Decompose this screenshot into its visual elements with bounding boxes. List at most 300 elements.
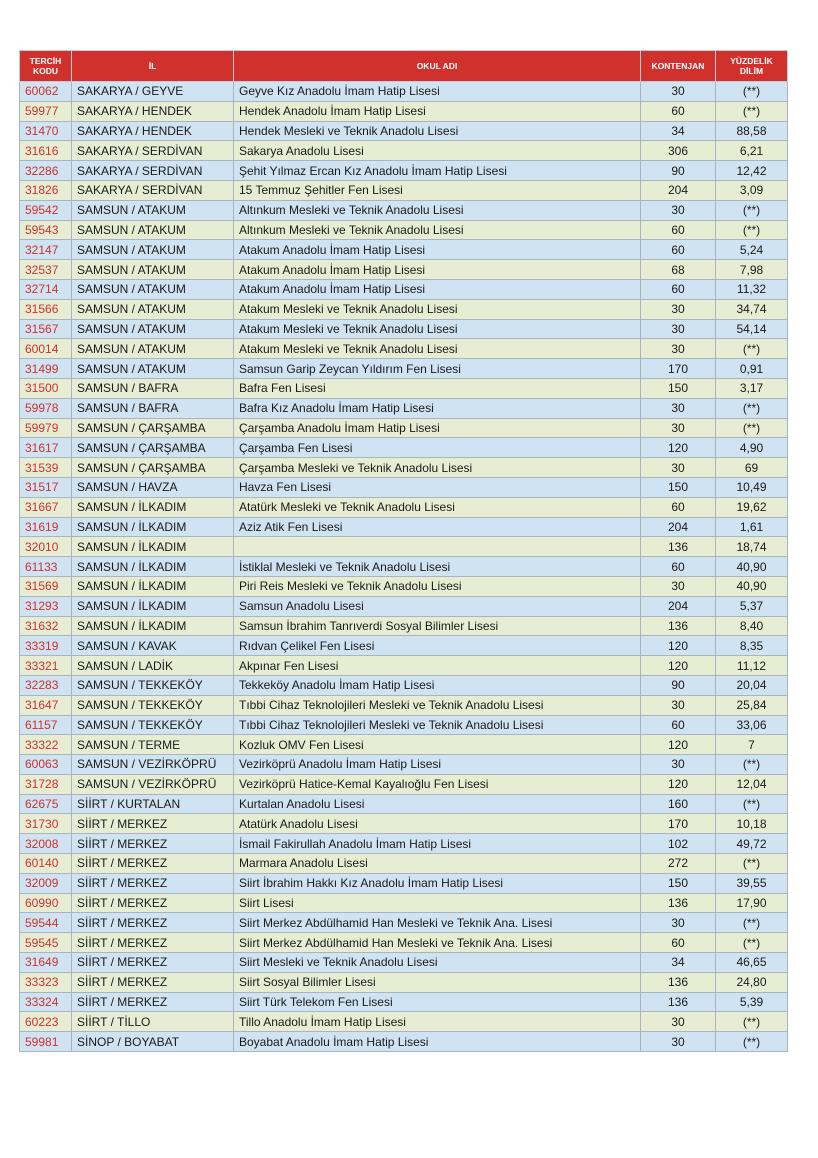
okul-adi-cell: Boyabat Anadolu İmam Hatip Lisesi [234, 1032, 641, 1052]
il-cell: SAMSUN / İLKADIM [72, 497, 234, 517]
yuzdelik-cell: (**) [716, 913, 788, 933]
kontenjan-cell: 272 [641, 854, 716, 874]
table-row [20, 438, 788, 458]
yuzdelik-cell: 46,65 [716, 953, 788, 973]
kontenjan-cell: 120 [641, 774, 716, 794]
tercih-kodu-cell: 32010 [20, 537, 72, 557]
okul-adi-cell: Akpınar Fen Lisesi [234, 656, 641, 676]
table-row [20, 675, 788, 695]
kontenjan-cell: 34 [641, 121, 716, 141]
il-cell: SAMSUN / ATAKUM [72, 339, 234, 359]
table-row [20, 1032, 788, 1052]
kontenjan-cell: 60 [641, 101, 716, 121]
okul-adi-cell: Kozluk OMV Fen Lisesi [234, 735, 641, 755]
il-cell: SAMSUN / TEKKEKÖY [72, 715, 234, 735]
okul-adi-cell: Tıbbi Cihaz Teknolojileri Mesleki ve Teknik Anadolu Lisesi [234, 715, 641, 735]
okul-adi-cell: Hendek Mesleki ve Teknik Anadolu Lisesi [234, 121, 641, 141]
yuzdelik-cell: 6,21 [716, 141, 788, 161]
kontenjan-cell: 120 [641, 438, 716, 458]
il-cell: SAMSUN / İLKADIM [72, 537, 234, 557]
kontenjan-cell: 150 [641, 477, 716, 497]
yuzdelik-cell: (**) [716, 220, 788, 240]
tercih-kodu-cell: 60223 [20, 1012, 72, 1032]
yuzdelik-cell: 5,39 [716, 992, 788, 1012]
il-cell: SAMSUN / TEKKEKÖY [72, 675, 234, 695]
il-cell: SAMSUN / BAFRA [72, 378, 234, 398]
yuzdelik-cell: (**) [716, 755, 788, 775]
okul-adi-cell: Tıbbi Cihaz Teknolojileri Mesleki ve Teknik Anadolu Lisesi [234, 695, 641, 715]
kontenjan-cell: 30 [641, 82, 716, 102]
kontenjan-cell: 160 [641, 794, 716, 814]
il-cell: SİİRT / MERKEZ [72, 972, 234, 992]
okul-adi-cell: Siirt İbrahim Hakkı Kız Anadolu İmam Hatip Lisesi [234, 873, 641, 893]
il-cell: SAMSUN / HAVZA [72, 477, 234, 497]
table-row [20, 339, 788, 359]
header-kontenjan: KONTENJAN [641, 51, 716, 82]
kontenjan-cell: 136 [641, 972, 716, 992]
table-row [20, 121, 788, 141]
okul-adi-cell: Atakum Anadolu İmam Hatip Lisesi [234, 279, 641, 299]
yuzdelik-cell: (**) [716, 933, 788, 953]
tercih-kodu-cell: 31567 [20, 319, 72, 339]
yuzdelik-cell: 19,62 [716, 497, 788, 517]
tercih-kodu-cell: 60014 [20, 339, 72, 359]
tercih-kodu-cell: 31667 [20, 497, 72, 517]
tercih-kodu-cell: 31566 [20, 299, 72, 319]
yuzdelik-cell: 8,40 [716, 616, 788, 636]
table-header-row [20, 51, 788, 82]
yuzdelik-cell: 3,17 [716, 378, 788, 398]
table-row [20, 82, 788, 102]
tercih-kodu-cell: 31500 [20, 378, 72, 398]
table-row [20, 359, 788, 379]
table-row [20, 557, 788, 577]
table-row [20, 695, 788, 715]
okul-adi-cell: Atakum Mesleki ve Teknik Anadolu Lisesi [234, 319, 641, 339]
kontenjan-cell: 30 [641, 913, 716, 933]
il-cell: SAMSUN / ATAKUM [72, 240, 234, 260]
table-row [20, 794, 788, 814]
il-cell: SAMSUN / KAVAK [72, 636, 234, 656]
il-cell: SAMSUN / ATAKUM [72, 200, 234, 220]
okul-adi-cell: Samsun Garip Zeycan Yıldırım Fen Lisesi [234, 359, 641, 379]
yuzdelik-cell: 11,12 [716, 656, 788, 676]
okul-adi-cell: 15 Temmuz Şehitler Fen Lisesi [234, 180, 641, 200]
table-row [20, 834, 788, 854]
table-row [20, 240, 788, 260]
table-row [20, 636, 788, 656]
kontenjan-cell: 136 [641, 537, 716, 557]
table-row [20, 596, 788, 616]
table-row [20, 735, 788, 755]
kontenjan-cell: 90 [641, 675, 716, 695]
kontenjan-cell: 120 [641, 656, 716, 676]
il-cell: SAMSUN / İLKADIM [72, 616, 234, 636]
header-tercih-kodu-line2: KODU [32, 66, 59, 76]
okul-adi-cell: Vezirköprü Hatice-Kemal Kayalıoğlu Fen Lisesi [234, 774, 641, 794]
okul-adi-cell: Marmara Anadolu Lisesi [234, 854, 641, 874]
table-row [20, 101, 788, 121]
kontenjan-cell: 30 [641, 458, 716, 478]
tercih-kodu-cell: 31517 [20, 477, 72, 497]
okul-adi-cell: Atatürk Anadolu Lisesi [234, 814, 641, 834]
il-cell: SAMSUN / ÇARŞAMBA [72, 418, 234, 438]
yuzdelik-cell: (**) [716, 1032, 788, 1052]
table-row [20, 854, 788, 874]
kontenjan-cell: 68 [641, 260, 716, 280]
il-cell: SİİRT / TİLLO [72, 1012, 234, 1032]
kontenjan-cell: 60 [641, 220, 716, 240]
kontenjan-cell: 120 [641, 735, 716, 755]
yuzdelik-cell: 25,84 [716, 695, 788, 715]
tercih-kodu-cell: 31826 [20, 180, 72, 200]
il-cell: SAMSUN / ATAKUM [72, 260, 234, 280]
table-row [20, 933, 788, 953]
tercih-kodu-cell: 59542 [20, 200, 72, 220]
il-cell: SAKARYA / GEYVE [72, 82, 234, 102]
kontenjan-cell: 136 [641, 893, 716, 913]
table-row [20, 517, 788, 537]
yuzdelik-cell: (**) [716, 854, 788, 874]
kontenjan-cell: 30 [641, 339, 716, 359]
okul-adi-cell: Siirt Türk Telekom Fen Lisesi [234, 992, 641, 1012]
tercih-kodu-cell: 32283 [20, 675, 72, 695]
okul-adi-cell: Aziz Atik Fen Lisesi [234, 517, 641, 537]
il-cell: SİİRT / MERKEZ [72, 854, 234, 874]
table-row [20, 774, 788, 794]
kontenjan-cell: 34 [641, 953, 716, 973]
yuzdelik-cell: 5,37 [716, 596, 788, 616]
table-row [20, 656, 788, 676]
okul-adi-cell: Atakum Anadolu İmam Hatip Lisesi [234, 240, 641, 260]
kontenjan-cell: 136 [641, 992, 716, 1012]
kontenjan-cell: 30 [641, 200, 716, 220]
il-cell: SAKARYA / SERDİVAN [72, 141, 234, 161]
yuzdelik-cell: 34,74 [716, 299, 788, 319]
kontenjan-cell: 150 [641, 378, 716, 398]
school-quota-table [19, 50, 788, 1052]
header-il: İL [72, 51, 234, 82]
tercih-kodu-cell: 59977 [20, 101, 72, 121]
yuzdelik-cell: (**) [716, 200, 788, 220]
tercih-kodu-cell: 31632 [20, 616, 72, 636]
tercih-kodu-cell: 32286 [20, 161, 72, 181]
kontenjan-cell: 60 [641, 240, 716, 260]
okul-adi-cell: Tekkeköy Anadolu İmam Hatip Lisesi [234, 675, 641, 695]
table-row [20, 972, 788, 992]
okul-adi-cell: Çarşamba Fen Lisesi [234, 438, 641, 458]
il-cell: SİİRT / MERKEZ [72, 953, 234, 973]
header-yuzdelik-line1: YÜZDELİK [730, 56, 773, 66]
il-cell: SAKARYA / HENDEK [72, 121, 234, 141]
kontenjan-cell: 30 [641, 695, 716, 715]
kontenjan-cell: 170 [641, 814, 716, 834]
table-row [20, 1012, 788, 1032]
il-cell: SİİRT / KURTALAN [72, 794, 234, 814]
okul-adi-cell: Hendek Anadolu İmam Hatip Lisesi [234, 101, 641, 121]
table-row [20, 161, 788, 181]
yuzdelik-cell: (**) [716, 418, 788, 438]
tercih-kodu-cell: 60063 [20, 755, 72, 775]
tercih-kodu-cell: 33319 [20, 636, 72, 656]
il-cell: SAMSUN / LADİK [72, 656, 234, 676]
tercih-kodu-cell: 32537 [20, 260, 72, 280]
tercih-kodu-cell: 33321 [20, 656, 72, 676]
tercih-kodu-cell: 59979 [20, 418, 72, 438]
il-cell: SAKARYA / SERDİVAN [72, 180, 234, 200]
yuzdelik-cell: 7,98 [716, 260, 788, 280]
il-cell: SAMSUN / ATAKUM [72, 220, 234, 240]
table-row [20, 755, 788, 775]
okul-adi-cell: Tillo Anadolu İmam Hatip Lisesi [234, 1012, 641, 1032]
header-yuzdelik-line2: DİLİM [739, 66, 764, 76]
yuzdelik-cell: 40,90 [716, 557, 788, 577]
okul-adi-cell [234, 537, 641, 557]
il-cell: SİİRT / MERKEZ [72, 933, 234, 953]
table-row [20, 418, 788, 438]
tercih-kodu-cell: 60990 [20, 893, 72, 913]
il-cell: SAMSUN / TERME [72, 735, 234, 755]
il-cell: SİİRT / MERKEZ [72, 873, 234, 893]
il-cell: SAMSUN / İLKADIM [72, 557, 234, 577]
table-row [20, 279, 788, 299]
okul-adi-cell: Kurtalan Anadolu Lisesi [234, 794, 641, 814]
il-cell: SAMSUN / İLKADIM [72, 576, 234, 596]
il-cell: SAKARYA / HENDEK [72, 101, 234, 121]
header-tercih-kodu-line1: TERCİH [29, 56, 62, 66]
tercih-kodu-cell: 31619 [20, 517, 72, 537]
okul-adi-cell: Altınkum Mesleki ve Teknik Anadolu Lisesi [234, 200, 641, 220]
tercih-kodu-cell: 59978 [20, 398, 72, 418]
kontenjan-cell: 30 [641, 1012, 716, 1032]
okul-adi-cell: Çarşamba Mesleki ve Teknik Anadolu Lisesi [234, 458, 641, 478]
il-cell: SİİRT / MERKEZ [72, 992, 234, 1012]
tercih-kodu-cell: 32008 [20, 834, 72, 854]
il-cell: SAMSUN / BAFRA [72, 398, 234, 418]
tercih-kodu-cell: 32009 [20, 873, 72, 893]
okul-adi-cell: Atakum Mesleki ve Teknik Anadolu Lisesi [234, 339, 641, 359]
tercih-kodu-cell: 61157 [20, 715, 72, 735]
table-row [20, 477, 788, 497]
il-cell: SAKARYA / SERDİVAN [72, 161, 234, 181]
table-row [20, 220, 788, 240]
kontenjan-cell: 30 [641, 299, 716, 319]
table-row [20, 913, 788, 933]
il-cell: SAMSUN / İLKADIM [72, 596, 234, 616]
kontenjan-cell: 102 [641, 834, 716, 854]
kontenjan-cell: 60 [641, 557, 716, 577]
table-row [20, 814, 788, 834]
il-cell: SİİRT / MERKEZ [72, 834, 234, 854]
kontenjan-cell: 30 [641, 319, 716, 339]
table-row [20, 299, 788, 319]
kontenjan-cell: 136 [641, 616, 716, 636]
table-row [20, 398, 788, 418]
yuzdelik-cell: 10,18 [716, 814, 788, 834]
yuzdelik-cell: 8,35 [716, 636, 788, 656]
tercih-kodu-cell: 31569 [20, 576, 72, 596]
table-row [20, 616, 788, 636]
tercih-kodu-cell: 31499 [20, 359, 72, 379]
yuzdelik-cell: 1,61 [716, 517, 788, 537]
tercih-kodu-cell: 60140 [20, 854, 72, 874]
yuzdelik-cell: 40,90 [716, 576, 788, 596]
tercih-kodu-cell: 31647 [20, 695, 72, 715]
table-row [20, 873, 788, 893]
table-row [20, 893, 788, 913]
okul-adi-cell: Siirt Merkez Abdülhamid Han Mesleki ve Teknik Ana. Lisesi [234, 933, 641, 953]
okul-adi-cell: Sakarya Anadolu Lisesi [234, 141, 641, 161]
tercih-kodu-cell: 32147 [20, 240, 72, 260]
yuzdelik-cell: (**) [716, 1012, 788, 1032]
table-row [20, 200, 788, 220]
kontenjan-cell: 30 [641, 576, 716, 596]
yuzdelik-cell: 24,80 [716, 972, 788, 992]
yuzdelik-cell: 5,24 [716, 240, 788, 260]
tercih-kodu-cell: 61133 [20, 557, 72, 577]
yuzdelik-cell: 88,58 [716, 121, 788, 141]
il-cell: SAMSUN / ÇARŞAMBA [72, 458, 234, 478]
kontenjan-cell: 150 [641, 873, 716, 893]
table-row [20, 458, 788, 478]
okul-adi-cell: Çarşamba Anadolu İmam Hatip Lisesi [234, 418, 641, 438]
tercih-kodu-cell: 31293 [20, 596, 72, 616]
table-row [20, 260, 788, 280]
tercih-kodu-cell: 32714 [20, 279, 72, 299]
kontenjan-cell: 306 [641, 141, 716, 161]
il-cell: SİNOP / BOYABAT [72, 1032, 234, 1052]
header-okul-adi: OKUL ADI [234, 51, 641, 82]
yuzdelik-cell: 17,90 [716, 893, 788, 913]
kontenjan-cell: 30 [641, 1032, 716, 1052]
kontenjan-cell: 120 [641, 636, 716, 656]
okul-adi-cell: Samsun Anadolu Lisesi [234, 596, 641, 616]
table-row [20, 992, 788, 1012]
il-cell: SAMSUN / VEZİRKÖPRÜ [72, 774, 234, 794]
okul-adi-cell: Siirt Lisesi [234, 893, 641, 913]
yuzdelik-cell: (**) [716, 339, 788, 359]
yuzdelik-cell: 12,42 [716, 161, 788, 181]
okul-adi-cell: Siirt Merkez Abdülhamid Han Mesleki ve Teknik Ana. Lisesi [234, 913, 641, 933]
il-cell: SAMSUN / İLKADIM [72, 517, 234, 537]
table-row [20, 576, 788, 596]
kontenjan-cell: 90 [641, 161, 716, 181]
okul-adi-cell: Geyve Kız Anadolu İmam Hatip Lisesi [234, 82, 641, 102]
table-row [20, 497, 788, 517]
il-cell: SİİRT / MERKEZ [72, 814, 234, 834]
kontenjan-cell: 60 [641, 933, 716, 953]
yuzdelik-cell: 69 [716, 458, 788, 478]
okul-adi-cell: Vezirköprü Anadolu İmam Hatip Lisesi [234, 755, 641, 775]
okul-adi-cell: Atakum Anadolu İmam Hatip Lisesi [234, 260, 641, 280]
table-row [20, 180, 788, 200]
okul-adi-cell: Siirt Sosyal Bilimler Lisesi [234, 972, 641, 992]
tercih-kodu-cell: 31617 [20, 438, 72, 458]
okul-adi-cell: Atakum Mesleki ve Teknik Anadolu Lisesi [234, 299, 641, 319]
il-cell: SİİRT / MERKEZ [72, 913, 234, 933]
tercih-kodu-cell: 33322 [20, 735, 72, 755]
okul-adi-cell: Şehit Yılmaz Ercan Kız Anadolu İmam Hatip Lisesi [234, 161, 641, 181]
okul-adi-cell: Piri Reis Mesleki ve Teknik Anadolu Lisesi [234, 576, 641, 596]
il-cell: SAMSUN / VEZİRKÖPRÜ [72, 755, 234, 775]
okul-adi-cell: Altınkum Mesleki ve Teknik Anadolu Lisesi [234, 220, 641, 240]
kontenjan-cell: 30 [641, 398, 716, 418]
table-row [20, 378, 788, 398]
tercih-kodu-cell: 59543 [20, 220, 72, 240]
tercih-kodu-cell: 33324 [20, 992, 72, 1012]
yuzdelik-cell: 33,06 [716, 715, 788, 735]
yuzdelik-cell: (**) [716, 82, 788, 102]
okul-adi-cell: Samsun İbrahim Tanrıverdi Sosyal Bilimler Lisesi [234, 616, 641, 636]
yuzdelik-cell: (**) [716, 101, 788, 121]
table-row [20, 715, 788, 735]
tercih-kodu-cell: 31470 [20, 121, 72, 141]
yuzdelik-cell: 7 [716, 735, 788, 755]
okul-adi-cell: Havza Fen Lisesi [234, 477, 641, 497]
tercih-kodu-cell: 31730 [20, 814, 72, 834]
tercih-kodu-cell: 31728 [20, 774, 72, 794]
tercih-kodu-cell: 62675 [20, 794, 72, 814]
tercih-kodu-cell: 31539 [20, 458, 72, 478]
kontenjan-cell: 60 [641, 279, 716, 299]
kontenjan-cell: 204 [641, 596, 716, 616]
il-cell: SAMSUN / ATAKUM [72, 299, 234, 319]
okul-adi-cell: Bafra Kız Anadolu İmam Hatip Lisesi [234, 398, 641, 418]
yuzdelik-cell: (**) [716, 794, 788, 814]
okul-adi-cell: Siirt Mesleki ve Teknik Anadolu Lisesi [234, 953, 641, 973]
yuzdelik-cell: 20,04 [716, 675, 788, 695]
kontenjan-cell: 204 [641, 180, 716, 200]
okul-adi-cell: Bafra Fen Lisesi [234, 378, 641, 398]
header-yuzdelik-dilim [716, 51, 788, 82]
kontenjan-cell: 204 [641, 517, 716, 537]
il-cell: SAMSUN / ÇARŞAMBA [72, 438, 234, 458]
table-body [20, 82, 788, 1052]
yuzdelik-cell: 11,32 [716, 279, 788, 299]
yuzdelik-cell: 39,55 [716, 873, 788, 893]
yuzdelik-cell: 54,14 [716, 319, 788, 339]
tercih-kodu-cell: 31616 [20, 141, 72, 161]
il-cell: SAMSUN / ATAKUM [72, 279, 234, 299]
yuzdelik-cell: (**) [716, 398, 788, 418]
yuzdelik-cell: 0,91 [716, 359, 788, 379]
tercih-kodu-cell: 60062 [20, 82, 72, 102]
kontenjan-cell: 60 [641, 715, 716, 735]
table-row [20, 537, 788, 557]
yuzdelik-cell: 3,09 [716, 180, 788, 200]
il-cell: SAMSUN / TEKKEKÖY [72, 695, 234, 715]
kontenjan-cell: 30 [641, 418, 716, 438]
okul-adi-cell: Rıdvan Çelikel Fen Lisesi [234, 636, 641, 656]
il-cell: SAMSUN / ATAKUM [72, 319, 234, 339]
table-row [20, 319, 788, 339]
yuzdelik-cell: 10,49 [716, 477, 788, 497]
kontenjan-cell: 30 [641, 755, 716, 775]
tercih-kodu-cell: 59544 [20, 913, 72, 933]
header-tercih-kodu [20, 51, 72, 82]
okul-adi-cell: Atatürk Mesleki ve Teknik Anadolu Lisesi [234, 497, 641, 517]
tercih-kodu-cell: 31649 [20, 953, 72, 973]
okul-adi-cell: İstiklal Mesleki ve Teknik Anadolu Lisesi [234, 557, 641, 577]
tercih-kodu-cell: 59981 [20, 1032, 72, 1052]
yuzdelik-cell: 18,74 [716, 537, 788, 557]
il-cell: SAMSUN / ATAKUM [72, 359, 234, 379]
table-row [20, 141, 788, 161]
kontenjan-cell: 170 [641, 359, 716, 379]
il-cell: SİİRT / MERKEZ [72, 893, 234, 913]
okul-adi-cell: İsmail Fakirullah Anadolu İmam Hatip Lisesi [234, 834, 641, 854]
yuzdelik-cell: 49,72 [716, 834, 788, 854]
